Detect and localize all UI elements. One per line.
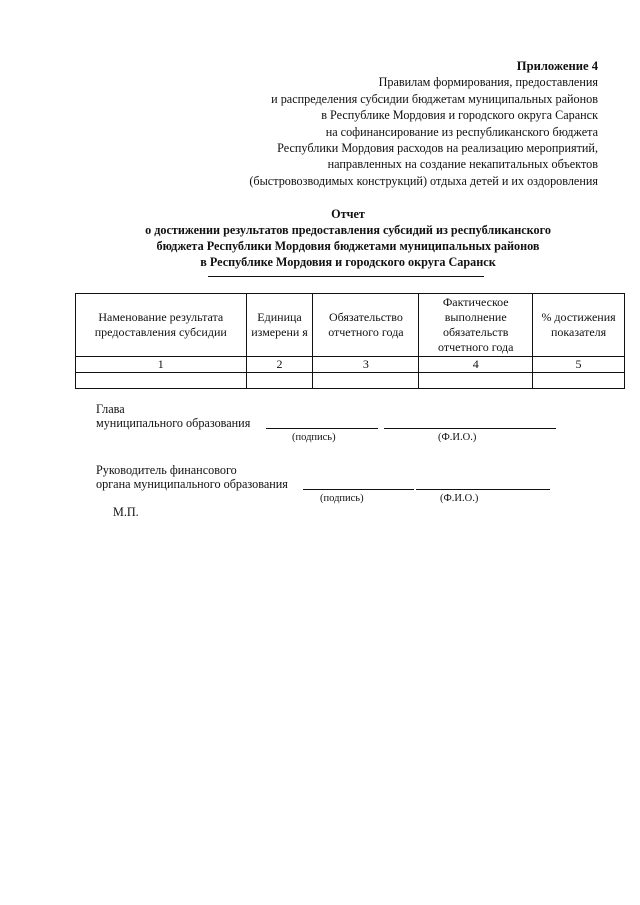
- results-table: [75, 293, 625, 389]
- head-label-line1: Глава: [96, 402, 125, 416]
- title-underline: [208, 276, 484, 277]
- appendix-block: [178, 58, 598, 189]
- table-cell: [246, 373, 313, 389]
- appendix-line: направленных на создание некапитальных объектов: [327, 157, 598, 172]
- fin-signature-caption: (подпись): [320, 493, 364, 504]
- fin-name-field: [416, 489, 550, 490]
- appendix-line: Правилам формирования, предоставления: [378, 75, 598, 90]
- header-cell-result: Наменование результата предоставления субсидии: [76, 294, 247, 357]
- appendix-line: Республики Мордовия расходов на реализацию мероприятий,: [277, 141, 598, 156]
- table-header-row: [76, 294, 625, 357]
- column-number: 3: [313, 357, 419, 373]
- header-cell-obligation: Обязательство отчетного года: [313, 294, 419, 357]
- column-number: 5: [533, 357, 625, 373]
- appendix-line: в Республике Мордовия и городского округа Саранск: [321, 108, 598, 123]
- table-cell: [419, 373, 533, 389]
- report-title-block: [118, 206, 578, 270]
- appendix-line: (быстровозводимых конструкций) отдыха детей и их оздоровления: [249, 173, 598, 188]
- report-title-line: о достижении результатов предоставления субсидий из республиканского: [145, 223, 551, 237]
- appendix-line: на софинансирование из республиканского бюджета: [325, 124, 598, 139]
- head-name-field: [384, 428, 556, 429]
- header-cell-actual: Фактическое выполнение обязательств отчетного года: [419, 294, 533, 357]
- fin-signature-field: [303, 489, 414, 490]
- column-number: 1: [76, 357, 247, 373]
- head-signature-field: [266, 428, 378, 429]
- appendix-line: и распределения субсидии бюджетам муниципальных районов: [271, 91, 598, 106]
- head-signature-caption: (подпись): [292, 432, 336, 443]
- head-label-line2: муниципального образования: [96, 416, 251, 430]
- appendix-title: Приложение 4: [516, 59, 598, 73]
- fin-label-line2: органа муниципального образования: [96, 477, 288, 491]
- report-title: Отчет: [331, 207, 365, 221]
- table-number-row: [76, 357, 625, 373]
- report-title-line: бюджета Республики Мордовия бюджетами муниципальных районов: [156, 239, 540, 253]
- head-name-caption: (Ф.И.О.): [438, 432, 477, 443]
- table-cell: [313, 373, 419, 389]
- fin-label-line1: Руководитель финансового: [96, 463, 237, 477]
- table-cell: [533, 373, 625, 389]
- stamp-place: М.П.: [113, 505, 139, 519]
- column-number: 2: [246, 357, 313, 373]
- header-cell-unit: Единица измерени я: [246, 294, 313, 357]
- fin-name-caption: (Ф.И.О.): [440, 493, 479, 504]
- header-cell-percent: % достижения показателя: [533, 294, 625, 357]
- column-number: 4: [419, 357, 533, 373]
- table-cell: [76, 373, 247, 389]
- report-title-line: в Республике Мордовия и городского округа Саранск: [200, 255, 496, 269]
- table-row: [76, 373, 625, 389]
